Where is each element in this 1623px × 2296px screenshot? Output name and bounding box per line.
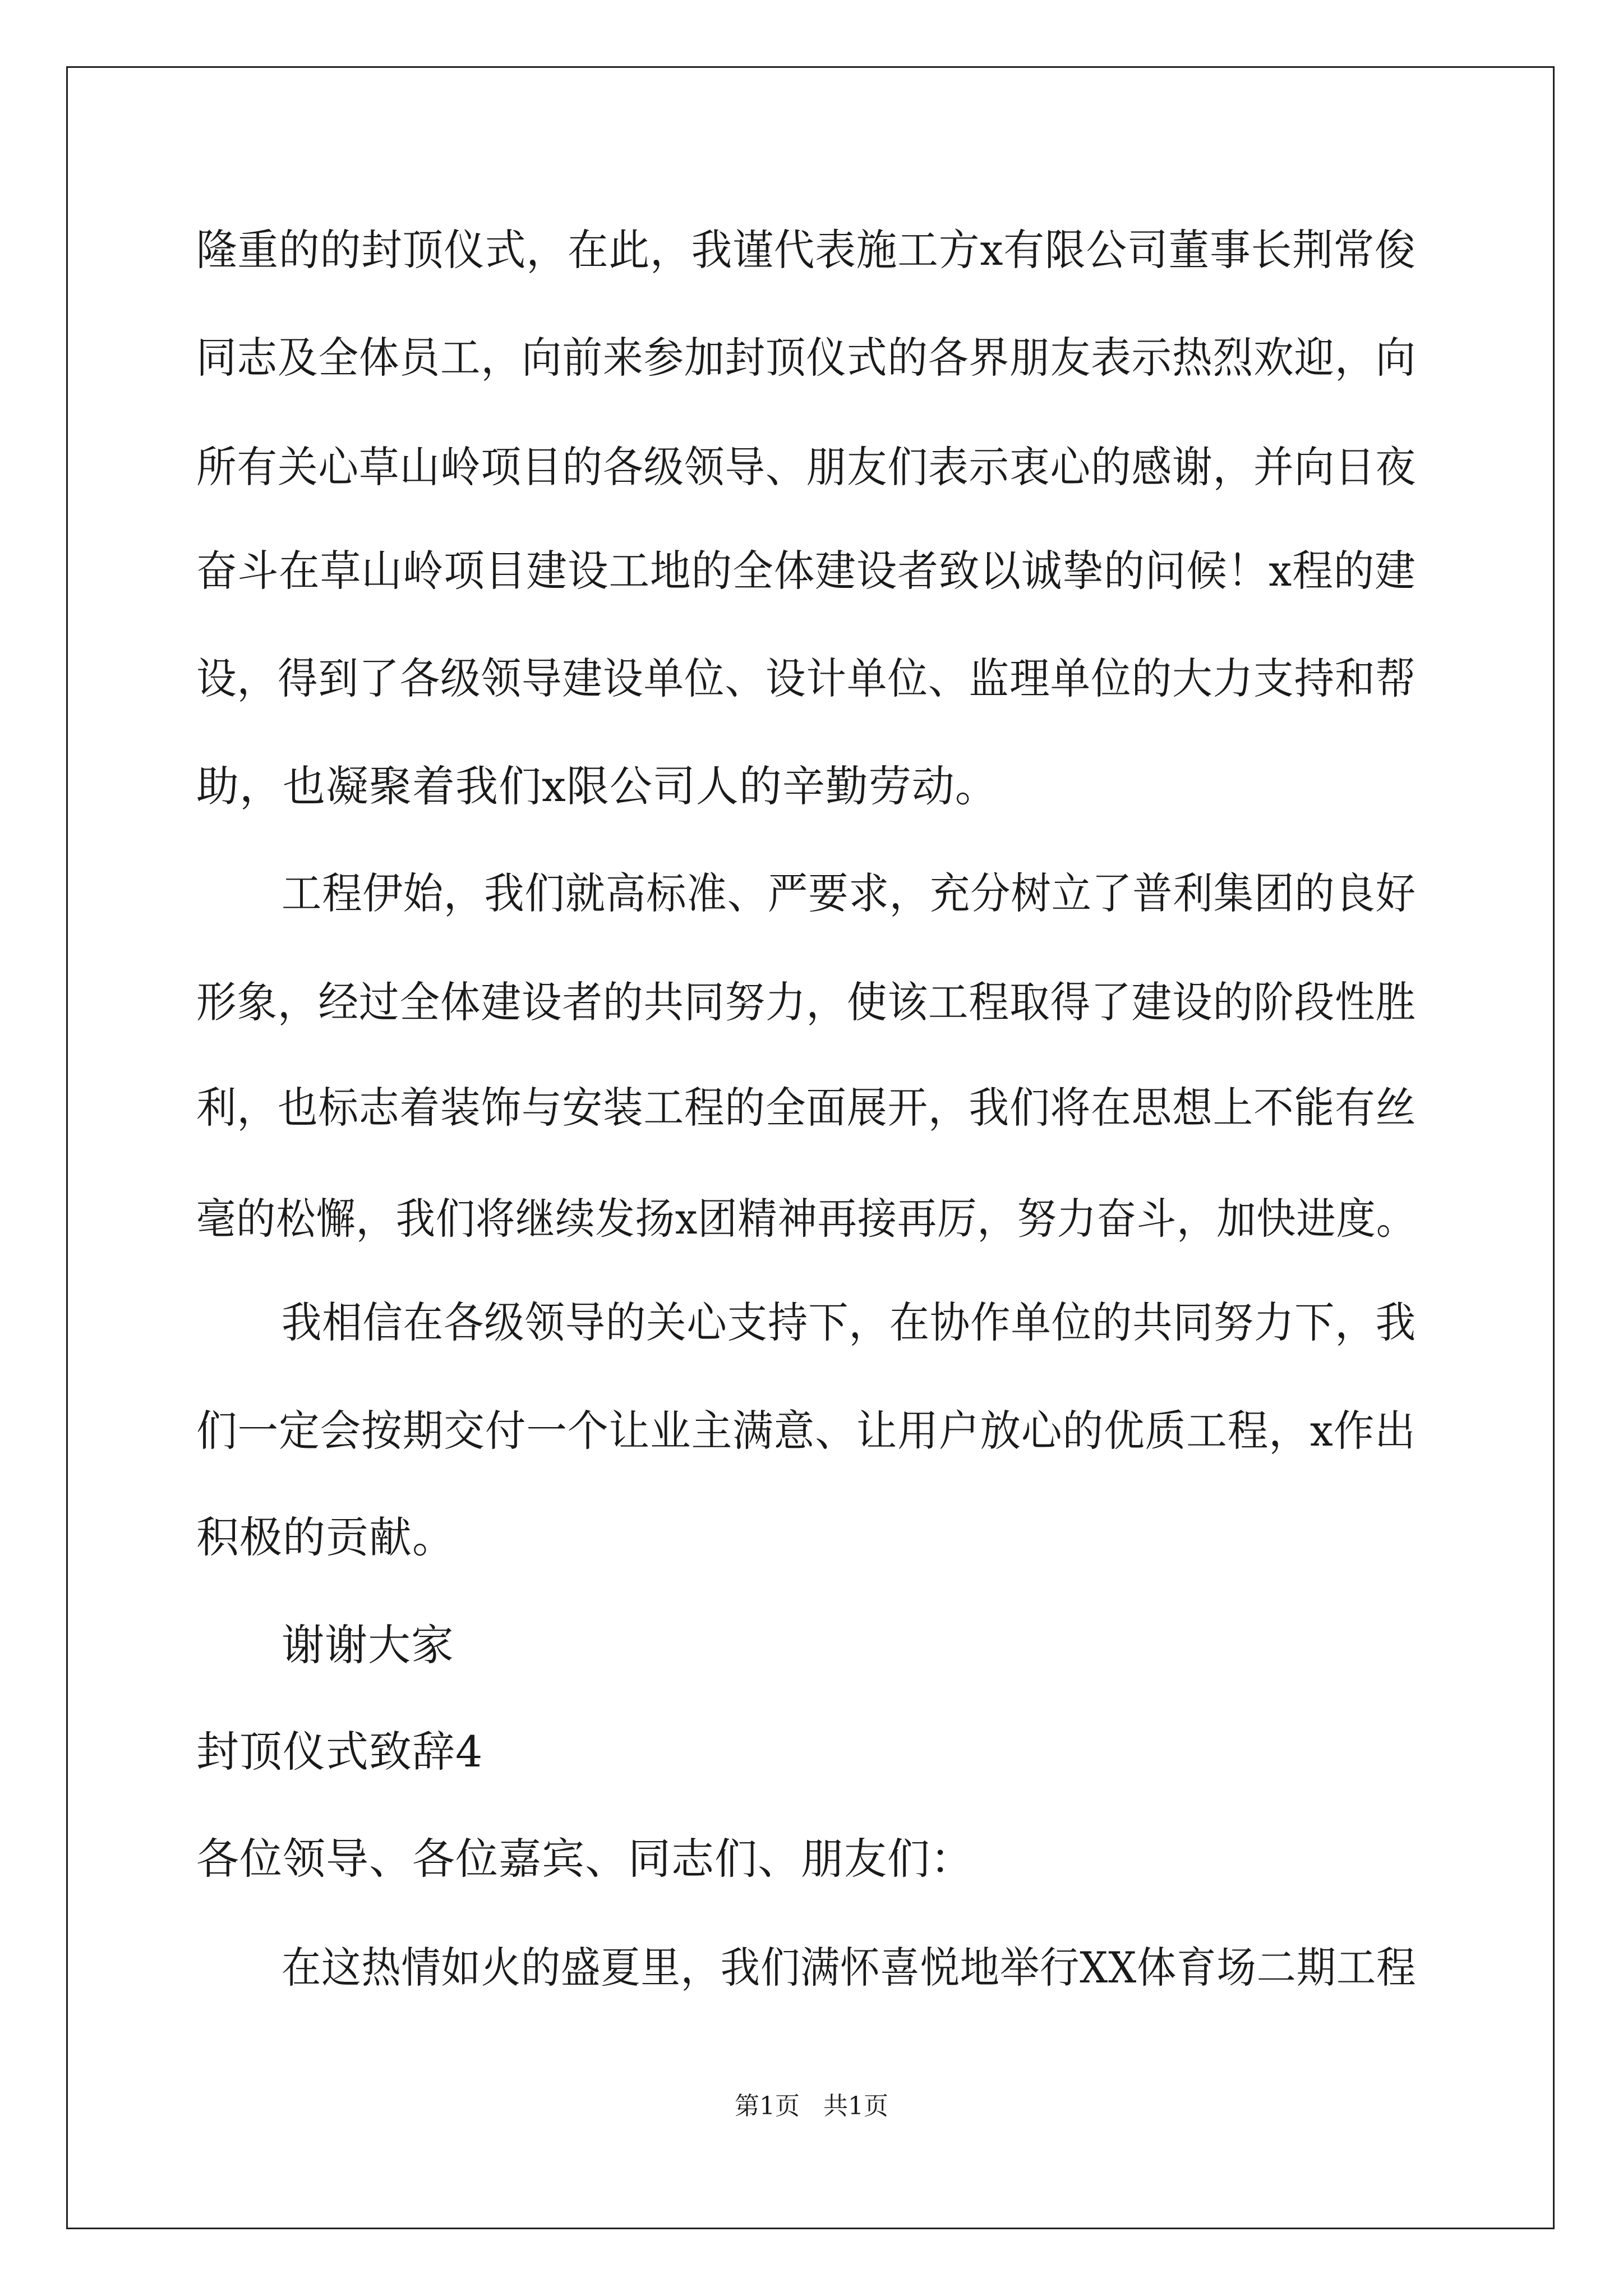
paragraph-line: 设，得到了各级领导建设单位、设计单位、监理单位的大力支持和帮 (196, 654, 1417, 703)
paragraph-line: 利，也标志着装饰与安装工程的全面展开，我们将在思想上不能有丝 (196, 1083, 1417, 1133)
paragraph-line: 隆重的的封顶仪式，在此，我谨代表施工方x有限公司董事长荆常俊 (196, 225, 1416, 275)
paragraph-line: 奋斗在草山岭项目建设工地的全体建设者致以诚挚的问候！x程的建 (196, 546, 1416, 596)
paragraph-line: 谢谢大家 (282, 1620, 454, 1670)
paragraph-line: 们一定会按期交付一个让业主满意、让用户放心的优质工程，x作出 (196, 1406, 1416, 1456)
paragraph-line: 形象，经过全体建设者的共同努力，使该工程取得了建设的阶段性胜 (196, 977, 1417, 1027)
page-border (66, 66, 1555, 2229)
paragraph-line: 积极的贡献。 (196, 1512, 455, 1562)
paragraph-line: 工程伊始，我们就高标准、严要求，充分树立了普利集团的良好 (282, 868, 1416, 918)
paragraph-line: 我相信在各级领导的关心支持下，在协作单位的共同努力下，我 (282, 1297, 1416, 1347)
paragraph-line: 所有关心草山岭项目的各级领导、朋友们表示衷心的感谢，并向日夜 (196, 442, 1417, 492)
paragraph-line: 同志及全体员工，向前来参加封顶仪式的各界朋友表示热烈欢迎，向 (196, 333, 1417, 383)
paragraph-line: 毫的松懈，我们将继续发扬x团精神再接再厉，努力奋斗，加快进度。 (196, 1194, 1416, 1244)
paragraph-line: 助，也凝聚着我们x限公司人的辛勤劳动。 (196, 761, 998, 811)
page-number-footer: 第1页 共1页 (735, 2092, 888, 2120)
salutation-line: 各位领导、各位嘉宾、同志们、朋友们： (196, 1834, 974, 1884)
paragraph-line: 在这热情如火的盛夏里，我们满怀喜悦地举行XX体育场二期工程 (282, 1943, 1417, 1993)
section-heading: 封顶仪式致辞4 (196, 1727, 483, 1777)
